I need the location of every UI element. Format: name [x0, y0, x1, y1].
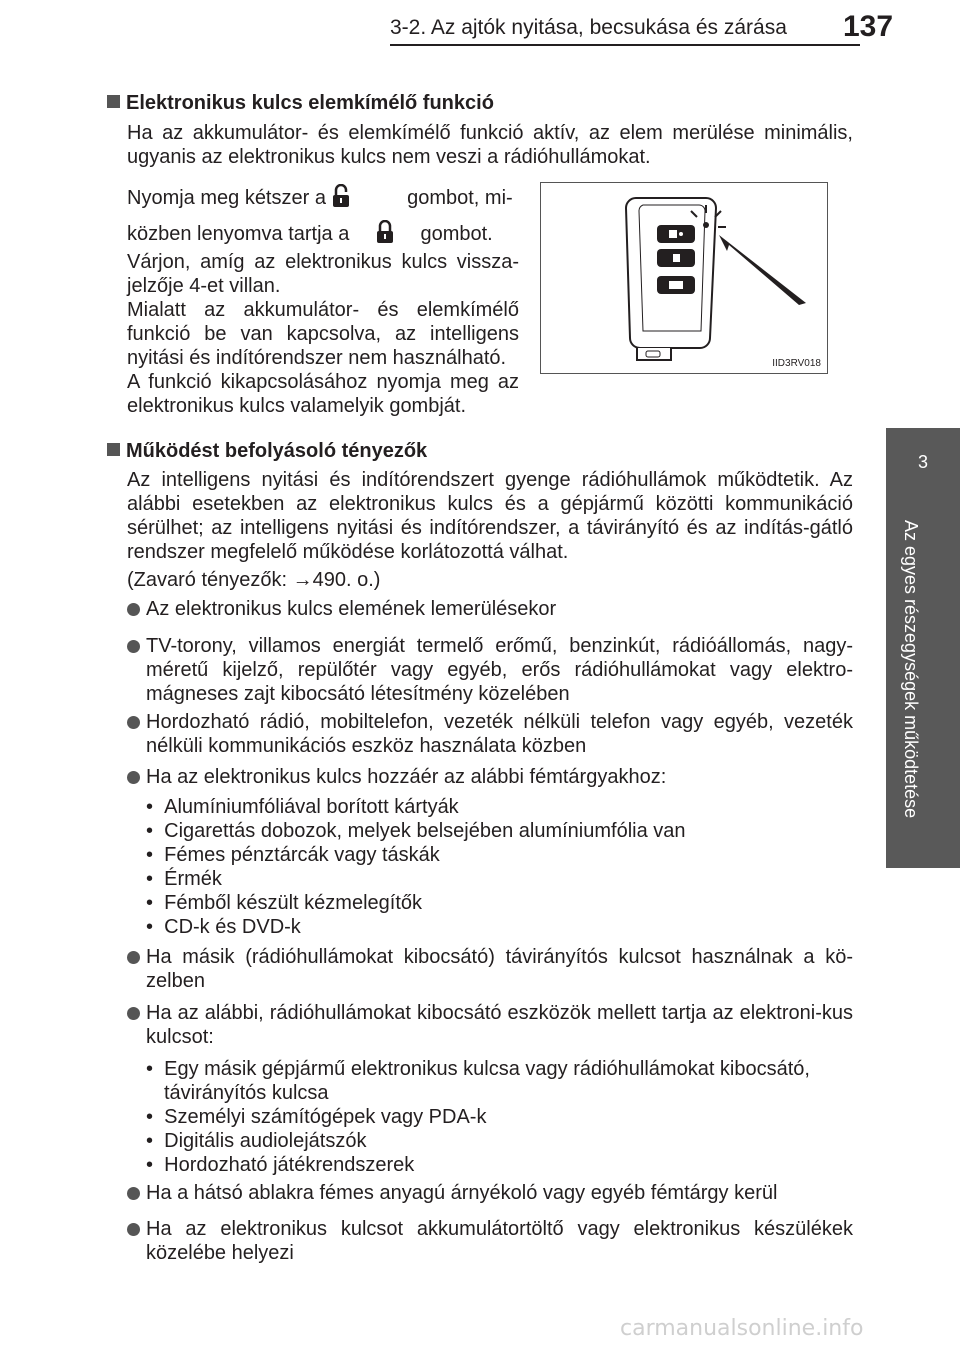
sub-list-item: • Alumíniumfóliával borított kártyák: [146, 796, 459, 818]
factor-item: Ha az elektronikus kulcsot akkumulátortöltő vagy elektronikus készülékek közelébe helyezi: [146, 1218, 853, 1264]
round-bullet-icon: [127, 716, 140, 729]
unlock-icon: [332, 184, 350, 208]
sub-list-item: • Hordozható játékrendszerek: [146, 1154, 415, 1176]
factor-item: Hordozható rádió, mobiltelefon, vezeték nélküli telefon vagy egyéb, vezeték nélküli kommunikációs eszköz használata közben: [146, 711, 853, 757]
header-rule: [390, 44, 860, 46]
metal-list: [146, 795, 686, 939]
chapter-side-tab: [886, 428, 960, 868]
factor-item: Ha az alábbi, rádióhullámokat kibocsátó eszközök mellett tartja az elektroni-kus kulcsot:: [146, 1002, 853, 1048]
factor-item: TV-torony, villamos energiát termelő erőmű, benzinkút, rádióállomás, nagy-méretű kijelző, repülőtér vagy egyéb, erős rádióhullámokat vagy elektro-mágneses zajt kibocsátó létesítmény közelében: [146, 635, 853, 705]
sub-list-item: • Cigarettás dobozok, melyek belsejében alumíniumfólia van: [146, 820, 686, 842]
sub-list-item: • Személyi számítógépek vagy PDA-k: [146, 1106, 487, 1128]
figure-code: IID3RV018: [772, 358, 821, 369]
section1-intro: Ha az akkumulátor- és elemkímélő funkció aktív, az elem merülése minimális, ugyanis az elektronikus kulcs nem veszi a rádióhullámokat.: [127, 122, 853, 168]
running-header: 3-2. Az ajtók nyitása, becsukása és zárása: [390, 16, 787, 39]
lock-icon: [376, 220, 394, 244]
sub-list-item: • Érmék: [146, 868, 222, 890]
factor-item: Az elektronikus kulcs elemének lemerülésekor: [146, 598, 557, 620]
section-title-influencing-factors: Működést befolyásoló tényezők: [107, 440, 427, 463]
electronic-key-illustration: [541, 183, 827, 373]
factor-item: Ha az elektronikus kulcs hozzáér az alábbi fémtárgyakhoz:: [146, 766, 667, 788]
factor-item: Ha a hátsó ablakra fémes anyagú árnyékoló vagy egyéb fémtárgy kerül: [146, 1182, 778, 1204]
section-title-battery-saving: Elektronikus kulcs elemkímélő funkció: [107, 92, 494, 115]
instruction-note: Mialatt az akkumulátor- és elemkímélő funkció be van kapcsolva, az intelligens nyitási és indítórendszer nem használható.: [127, 299, 519, 369]
device-list: [146, 1057, 853, 1177]
round-bullet-icon: [127, 951, 140, 964]
square-bullet-icon: [107, 443, 120, 456]
chapter-number: 3: [917, 452, 928, 472]
page-number: 137: [843, 10, 894, 43]
round-bullet-icon: [127, 640, 140, 653]
instruction-line-1: Nyomja meg kétszer a gombot, mi-: [127, 184, 519, 212]
sub-list-item: • Digitális audiolejátszók: [146, 1130, 367, 1152]
instruction-wait: Várjon, amíg az elektronikus kulcs vissza-jelzője 4-et villan.: [127, 251, 519, 297]
round-bullet-icon: [127, 603, 140, 616]
sub-list-item: • CD-k és DVD-k: [146, 916, 301, 938]
round-bullet-icon: [127, 1007, 140, 1020]
factor-item: Ha másik (rádióhullámokat kibocsátó) távirányítós kulcsot használnak a kö-zelben: [146, 946, 853, 992]
square-bullet-icon: [107, 95, 120, 108]
section2-reference: (Zavaró tényezők: →490. o.): [127, 569, 381, 591]
chapter-title: Az egyes részegységek működtetése: [901, 520, 921, 819]
instruction-line-2: közben lenyomva tartja a gombot.: [127, 220, 519, 250]
round-bullet-icon: [127, 1187, 140, 1200]
sub-list-item: • Fémből készült kézmelegítők: [146, 892, 423, 914]
key-figure: [540, 182, 828, 374]
round-bullet-icon: [127, 771, 140, 784]
sub-list-item: • Fémes pénztárcák vagy táskák: [146, 844, 440, 866]
round-bullet-icon: [127, 1223, 140, 1236]
section2-intro: Az intelligens nyitási és indítórendszert gyenge rádióhullámok működtetik. Az alábbi esetekben az elektronikus kulcs és a gépjármű közötti kommunikáció sérülhet; az intelligens nyitási és indítórendszer, a távirányító és az indítás-gátló rendszer megfelelő működése korlátozottá válhat.: [127, 469, 853, 563]
watermark: carmanualsonline.info: [620, 1316, 864, 1341]
instruction-disable: A funkció kikapcsolásához nyomja meg az elektronikus kulcs valamelyik gombját.: [127, 371, 519, 417]
section1-instructions: [127, 184, 519, 418]
sub-list-item: • Egy másik gépjármű elektronikus kulcsa vagy rádióhullámokat kibocsátó, távirányítós kulcsa: [146, 1058, 810, 1104]
